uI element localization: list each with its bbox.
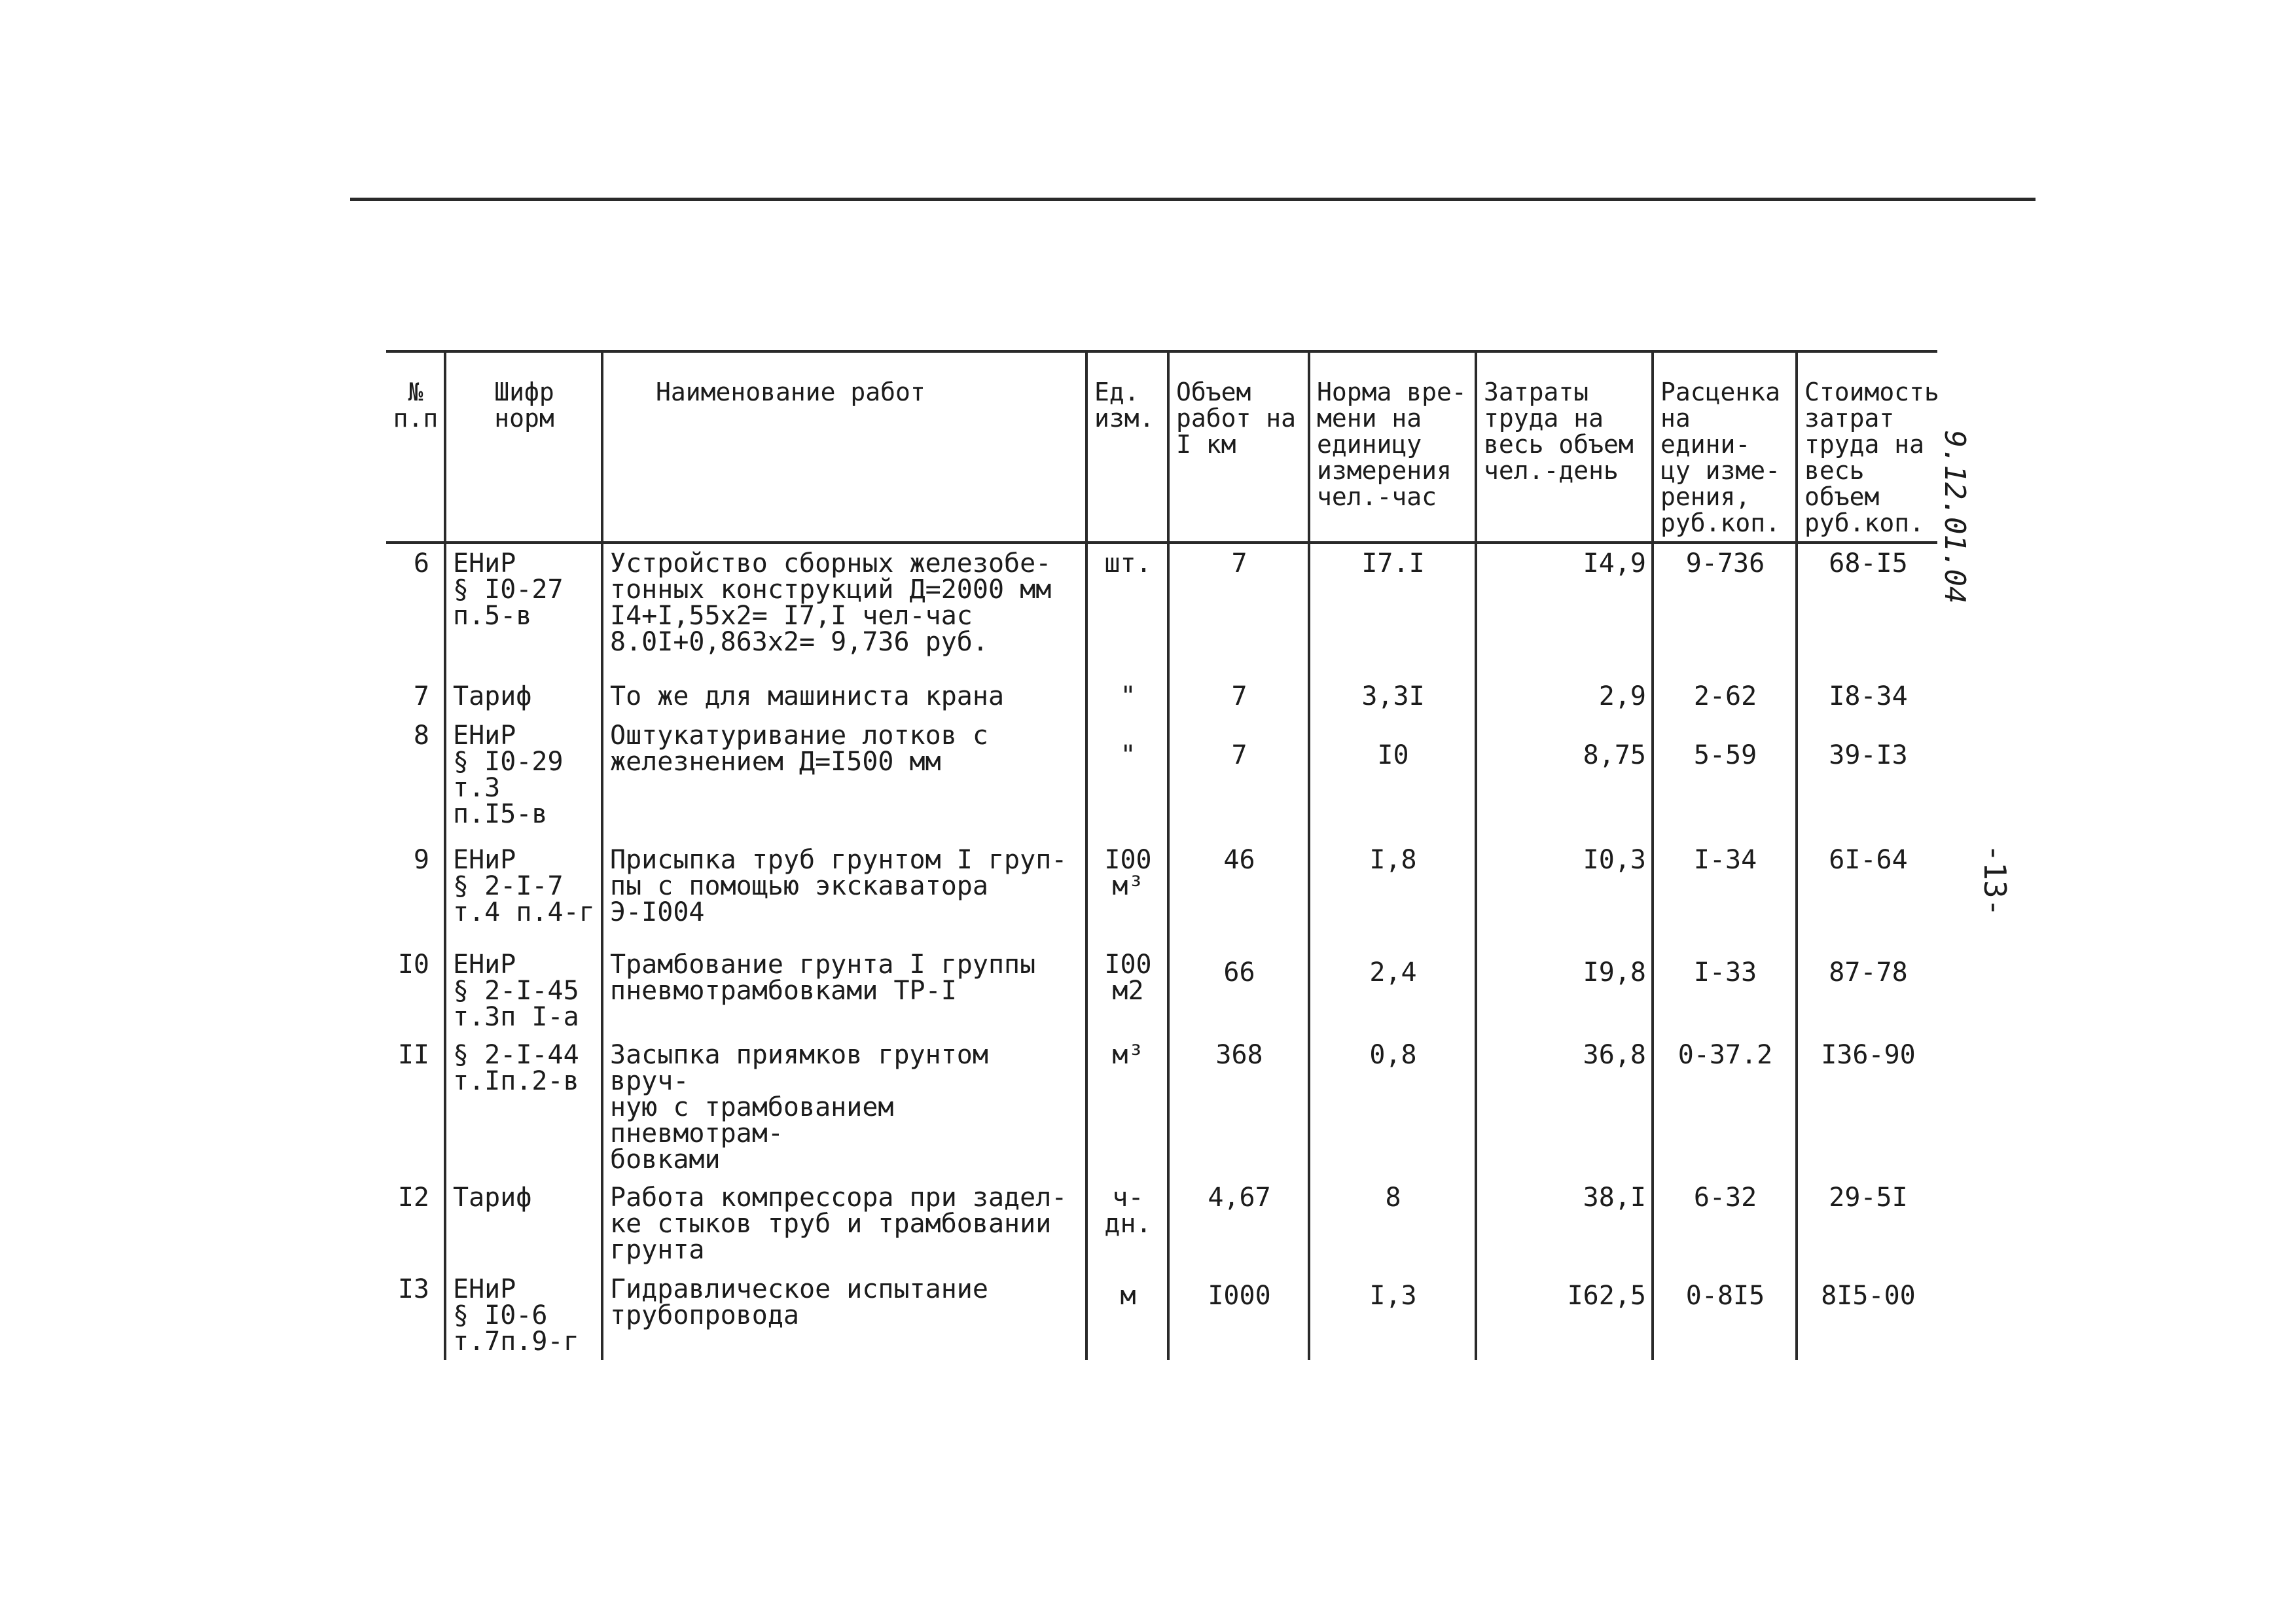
row-name: То же для машиниста крана	[602, 677, 1086, 716]
header-labor: Затраты труда на весь объем чел.-день	[1476, 351, 1653, 543]
row-labor: 2,9	[1476, 677, 1653, 716]
row-labor: I0,3	[1476, 840, 1653, 945]
row-cost: 87-78	[1797, 945, 1937, 1035]
row-labor: I4,9	[1476, 543, 1653, 677]
row-labor: 38,I	[1476, 1178, 1653, 1270]
row-volume: I000	[1168, 1270, 1309, 1360]
row-code: ЕНиР § I0-29 т.3 п.I5-в	[445, 716, 602, 840]
row-code: Тариф	[445, 677, 602, 716]
header-num: № п.п	[386, 351, 445, 543]
row-rate: 0-37.2	[1653, 1035, 1797, 1178]
row-time-norm: I7.I	[1309, 543, 1476, 677]
row-rate: 6-32	[1653, 1178, 1797, 1270]
row-rate: 0-8I5	[1653, 1270, 1797, 1360]
header-cost: Стоимость затрат труда на весь объем руб.коп.	[1797, 351, 1937, 543]
row-unit: м³	[1086, 1035, 1168, 1178]
row-labor: 8,75	[1476, 716, 1653, 840]
row-rate: 5-59	[1653, 716, 1797, 840]
row-labor: I62,5	[1476, 1270, 1653, 1360]
row-rate: I-34	[1653, 840, 1797, 945]
row-code: ЕНиР § I0-6 т.7п.9-г	[445, 1270, 602, 1360]
row-labor: I9,8	[1476, 945, 1653, 1035]
row-cost: 8I5-00	[1797, 1270, 1937, 1360]
row-rate: 9-736	[1653, 543, 1797, 677]
row-volume: 46	[1168, 840, 1309, 945]
row-name: Работа компрессора при задел- ке стыков труб и трамбовании грунта	[602, 1178, 1086, 1270]
row-num: 9	[413, 845, 429, 875]
row-num: II	[397, 1040, 429, 1070]
row-time-norm: 3,3I	[1309, 677, 1476, 716]
works-table	[386, 350, 1937, 1360]
row-volume: 368	[1168, 1035, 1309, 1178]
header-rate: Расценка на едини- цу изме- рения, руб.коп.	[1653, 351, 1797, 543]
table-header-row	[386, 351, 1937, 543]
row-name: Устройство сборных железобе- тонных конструкций Д=2000 мм I4+I,55х2= I7,I чел-час 8.0I+0,863х2= 9,736 руб.	[602, 543, 1086, 677]
row-volume: 7	[1168, 716, 1309, 840]
row-time-norm: I0	[1309, 716, 1476, 840]
row-code: § 2-I-44 т.Iп.2-в	[445, 1035, 602, 1178]
row-name: Оштукатуривание лотков с железнением Д=I500 мм	[602, 716, 1086, 840]
header-name: Наименование работ	[602, 351, 1086, 543]
table-row	[386, 716, 1937, 840]
row-volume: 4,67	[1168, 1178, 1309, 1270]
table-row	[386, 840, 1937, 945]
row-time-norm: I,3	[1309, 1270, 1476, 1360]
row-unit: ч-дн.	[1086, 1178, 1168, 1270]
row-num: 8	[413, 721, 429, 751]
table-row	[386, 1178, 1937, 1270]
row-cost: 6I-64	[1797, 840, 1937, 945]
row-time-norm: I,8	[1309, 840, 1476, 945]
table-row	[386, 1035, 1937, 1178]
table-row	[386, 945, 1937, 1035]
table-row	[386, 1270, 1937, 1360]
row-name: Трамбование грунта I группы пневмотрамбовками ТР-I	[602, 945, 1086, 1035]
header-volume: Объем работ на I км	[1168, 351, 1309, 543]
row-volume: 7	[1168, 677, 1309, 716]
row-volume: 66	[1168, 945, 1309, 1035]
row-cost: I36-90	[1797, 1035, 1937, 1178]
header-code: Шифр норм	[445, 351, 602, 543]
row-time-norm: 2,4	[1309, 945, 1476, 1035]
row-cost: 68-I5	[1797, 543, 1937, 677]
row-num: I2	[397, 1183, 429, 1213]
table-row	[386, 543, 1937, 677]
row-volume: 7	[1168, 543, 1309, 677]
row-cost: 39-I3	[1797, 716, 1937, 840]
row-name: Гидравлическое испытание трубопровода	[602, 1270, 1086, 1360]
row-time-norm: 0,8	[1309, 1035, 1476, 1178]
row-cost: I8-34	[1797, 677, 1937, 716]
row-unit: "	[1086, 677, 1168, 716]
header-time-norm: Норма вре- мени на единицу измерения чел.-час	[1309, 351, 1476, 543]
row-unit: шт.	[1086, 543, 1168, 677]
row-unit: I00 м³	[1086, 840, 1168, 945]
row-unit: I00 м2	[1086, 945, 1168, 1035]
table-row	[386, 677, 1937, 716]
row-time-norm: 8	[1309, 1178, 1476, 1270]
row-num: 7	[413, 681, 429, 711]
row-cost: 29-5I	[1797, 1178, 1937, 1270]
row-code: ЕНиР § 2-I-7 т.4 п.4-г	[445, 840, 602, 945]
row-rate: 2-62	[1653, 677, 1797, 716]
page-number: -13-	[1977, 844, 2013, 917]
row-unit: м	[1086, 1270, 1168, 1360]
row-num: 6	[413, 548, 429, 579]
row-labor: 36,8	[1476, 1035, 1653, 1178]
row-unit: "	[1086, 716, 1168, 840]
row-code: ЕНиР § 2-I-45 т.3п I-а	[445, 945, 602, 1035]
row-num: I0	[397, 950, 429, 980]
row-code: ЕНиР § I0-27 п.5-в	[445, 543, 602, 677]
row-num: I3	[397, 1274, 429, 1304]
row-code: Тариф	[445, 1178, 602, 1270]
top-rule	[350, 198, 2036, 201]
document-code: 9.12.01.04	[1938, 430, 1971, 604]
row-name: Засыпка приямков грунтом вруч- ную с трамбованием пневмотрам- бовками	[602, 1035, 1086, 1178]
row-name: Присыпка труб грунтом I груп- пы с помощью экскаватора Э-I004	[602, 840, 1086, 945]
row-rate: I-33	[1653, 945, 1797, 1035]
header-unit: Ед. изм.	[1086, 351, 1168, 543]
